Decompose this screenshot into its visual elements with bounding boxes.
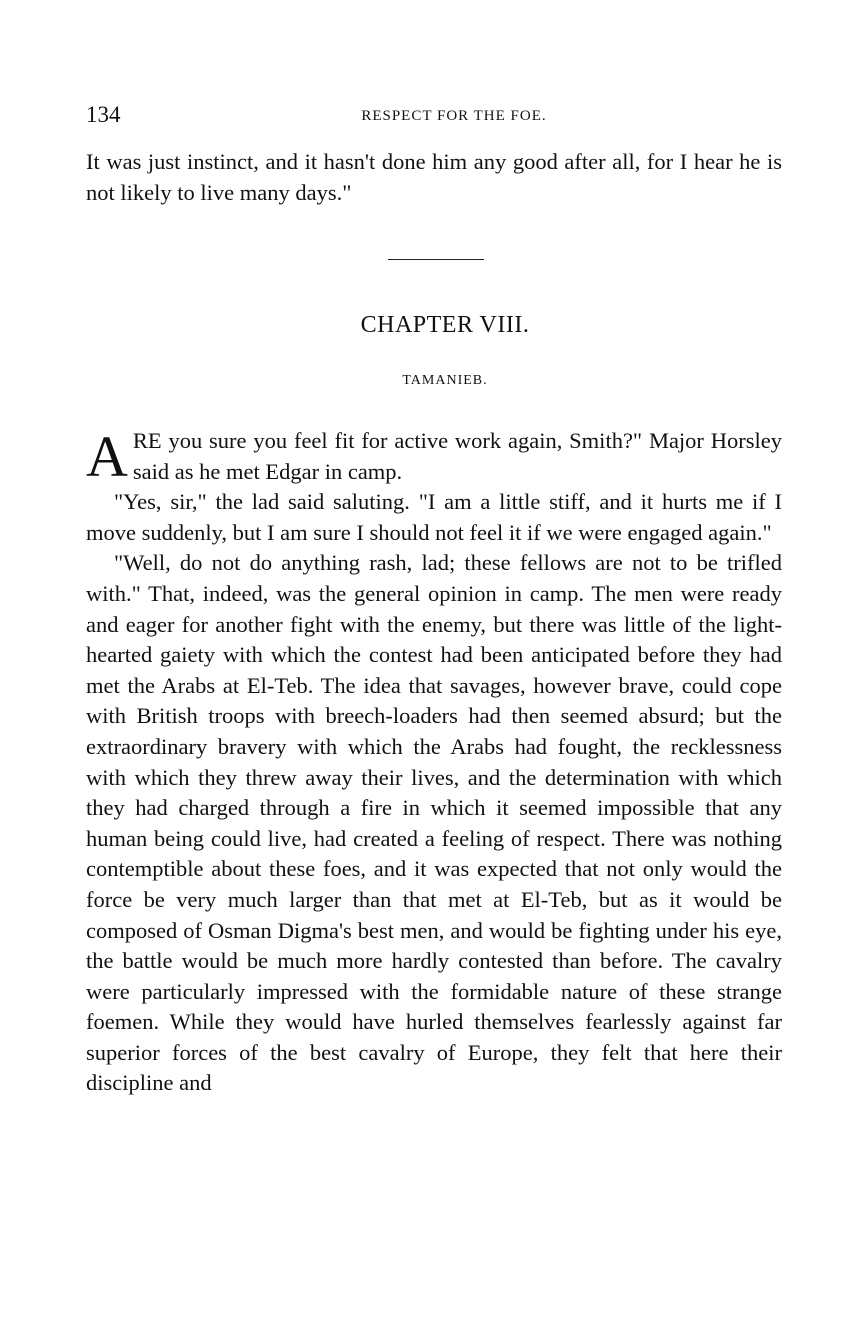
paragraph-opening: [86, 426, 782, 487]
paragraph: "Well, do not do anything rash, lad; these fellows are not to be trifled with." That, indeed, was the general opinion in camp. The men were ready and eager for another fight with the enemy, but there was little of the light-hearted gaiety with which the contest had been anticipated before they had met the Arabs at El-Teb. The idea that savages, however brave, could cope with British troops with breech-loaders had then seemed absurd; but the extraordinary bravery with which the Arabs had fought, the recklessness with which they threw away their lives, and the determination with which they had charged through a fire in which it seemed impossible that any human being could live, had created a feeling of respect. There was nothing contemptible about these foes, and it was expected that not only would the force be very much larger than that met at El-Teb, but as it would be composed of Osman Digma's best men, and would be fighting under his eye, the battle would be much more hardly contested than before. The cavalry were particularly impressed with the formidable nature of these strange foemen. While they would have hurled themselves fearlessly against far superior forces of the best cavalry of Europe, they felt that here their discipline and: [86, 550, 782, 1096]
running-header: [86, 100, 782, 130]
page-number: 134: [86, 102, 121, 127]
chapter-body: [86, 426, 782, 1099]
paragraph: "Yes, sir," the lad said saluting. "I am a little stiff, and it hurts me if I move suddenly, but I am sure I should not feel it if we were engaged again.": [86, 489, 782, 545]
section-divider: [388, 259, 484, 260]
previous-chapter-ending: [86, 147, 782, 208]
paragraph-opening-text: RE you sure you feel fit for active work again, Smith?" Major Horsley said as he met Edgar in camp.: [132, 428, 782, 484]
previous-paragraph: It was just instinct, and it hasn't done him any good after all, for I hear he is not likely to live many days.": [86, 149, 782, 205]
running-title: RESPECT FOR THE FOE.: [361, 108, 547, 124]
drop-cap: A: [86, 424, 128, 489]
chapter-subtitle: TAMANIEB.: [402, 373, 488, 388]
chapter-title: CHAPTER VIII.: [360, 312, 530, 338]
